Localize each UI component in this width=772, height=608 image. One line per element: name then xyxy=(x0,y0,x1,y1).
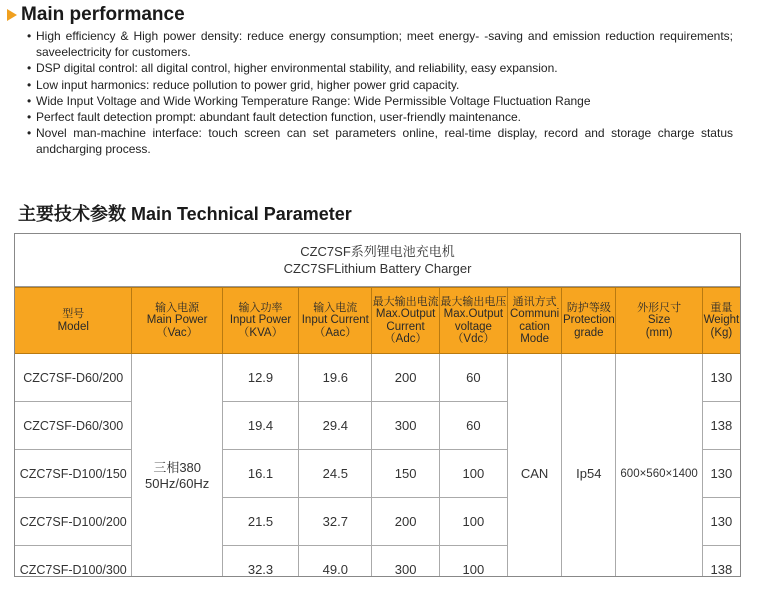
performance-bullet: • Novel man-machine interface: touch screen can set parameters online, real-time display, record and storage charge status andcharging process. xyxy=(28,125,733,157)
header-text: Model xyxy=(57,320,89,333)
header-main-power xyxy=(132,288,222,354)
parameter-grid xyxy=(14,287,741,577)
header-input-power xyxy=(222,288,298,354)
header-text: (mm) xyxy=(645,326,673,339)
cell-input-current: 29.4 xyxy=(299,402,372,450)
header-text: Current xyxy=(386,320,425,333)
performance-bullet: • DSP digital control: all digital control, higher environmental stability, and reliability, easy expansion. xyxy=(28,60,733,76)
header-weight xyxy=(702,288,740,354)
cell-input-power: 12.9 xyxy=(222,354,298,402)
cell-input-power: 32.3 xyxy=(222,546,298,578)
header-text: Mode xyxy=(520,333,549,345)
header-text: Input Power xyxy=(229,314,292,327)
cell-model: CZC7SF-D60/300 xyxy=(15,402,132,450)
header-text: voltage xyxy=(454,320,492,333)
cell-protection-grade: Ip54 xyxy=(562,354,616,578)
header-text: （Vdc） xyxy=(451,333,495,345)
cell-input-power: 16.1 xyxy=(222,450,298,498)
main-power-frequency: 50Hz/60Hz xyxy=(145,475,210,491)
main-power-phase: 三相380 xyxy=(153,459,202,475)
header-text: （Adc） xyxy=(384,333,427,345)
table-header-row xyxy=(15,288,741,354)
cell-weight: 138 xyxy=(702,546,740,578)
table-caption xyxy=(15,234,740,287)
header-model xyxy=(15,288,132,354)
cell-weight: 138 xyxy=(702,402,740,450)
header-text: 重量 xyxy=(710,301,733,314)
cell-output-current: 300 xyxy=(372,546,439,578)
performance-bullet: • High efficiency & High power density: reduce energy consumption; meet energy- -saving and emission reduction requirements; saveelectricity for customers. xyxy=(28,28,733,60)
header-protection-grade xyxy=(562,288,616,354)
header-communication-mode xyxy=(508,288,562,354)
cell-main-power xyxy=(132,354,222,578)
cell-output-current: 200 xyxy=(372,354,439,402)
performance-header xyxy=(7,4,185,26)
cell-size: 600×560×1400 xyxy=(616,354,702,578)
cell-model: CZC7SF-D100/200 xyxy=(15,498,132,546)
performance-bullet-list xyxy=(28,28,733,158)
triangle-bullet-icon xyxy=(7,9,17,21)
cell-model: CZC7SF-D60/200 xyxy=(15,354,132,402)
cell-input-current: 19.6 xyxy=(299,354,372,402)
cell-output-voltage: 100 xyxy=(439,546,507,578)
performance-title: Main performance xyxy=(21,4,185,25)
header-max-output-voltage xyxy=(439,288,507,354)
table-row xyxy=(15,354,741,402)
header-text: 外形尺寸 xyxy=(637,301,682,314)
performance-bullet: • Perfect fault detection prompt: abundant fault detection function, user-friendly maintenance. xyxy=(28,109,733,125)
header-text: 通讯方式 xyxy=(512,295,557,308)
header-text: Max.Output xyxy=(375,308,436,320)
header-text: 型号 xyxy=(62,308,85,320)
header-text: Input Current xyxy=(301,314,369,327)
header-text: Main Power xyxy=(146,314,208,327)
header-text: cation xyxy=(519,320,550,333)
header-text: Communi xyxy=(510,308,560,320)
parameter-table xyxy=(14,233,741,577)
cell-output-voltage: 60 xyxy=(439,354,507,402)
header-text: 输入电流 xyxy=(313,301,358,314)
cell-weight: 130 xyxy=(702,450,740,498)
cell-model: CZC7SF-D100/300 xyxy=(15,546,132,578)
cell-weight: 130 xyxy=(702,498,740,546)
header-text: 最大输出电流 xyxy=(372,295,439,308)
header-text: Weight xyxy=(703,314,740,327)
header-text: Protection xyxy=(562,314,615,327)
cell-output-voltage: 60 xyxy=(439,402,507,450)
header-text: (Kg) xyxy=(710,326,733,339)
performance-bullet: • Wide Input Voltage and Wide Working Temperature Range: Wide Permissible Voltage Fluctuation Range xyxy=(28,93,733,109)
cell-input-current: 24.5 xyxy=(299,450,372,498)
header-size xyxy=(616,288,702,354)
cell-output-current: 200 xyxy=(372,498,439,546)
cell-output-current: 300 xyxy=(372,402,439,450)
header-text: Max.Output xyxy=(443,308,504,320)
header-max-output-current xyxy=(372,288,439,354)
table-caption-en: CZC7SFLithium Battery Charger xyxy=(283,261,472,276)
header-text: （KVA） xyxy=(237,326,284,339)
header-text: 输入功率 xyxy=(238,301,283,314)
header-text: 防护等级 xyxy=(566,301,611,314)
header-input-current xyxy=(299,288,372,354)
header-text: 最大输出电压 xyxy=(440,295,507,308)
header-text: Size xyxy=(647,314,671,327)
cell-output-voltage: 100 xyxy=(439,450,507,498)
header-text: 输入电源 xyxy=(155,301,200,314)
cell-weight: 130 xyxy=(702,354,740,402)
performance-bullet: • Low input harmonics: reduce pollution to power grid, higher power grid capacity. xyxy=(28,77,733,93)
header-text: （Vac） xyxy=(156,326,199,339)
header-text: grade xyxy=(574,326,604,339)
header-text: （Aac） xyxy=(313,326,357,339)
cell-model: CZC7SF-D100/150 xyxy=(15,450,132,498)
cell-input-power: 21.5 xyxy=(222,498,298,546)
cell-input-current: 32.7 xyxy=(299,498,372,546)
cell-input-current: 49.0 xyxy=(299,546,372,578)
table-caption-cn: CZC7SF系列锂电池充电机 xyxy=(300,244,455,259)
cell-output-current: 150 xyxy=(372,450,439,498)
technical-section-title: 主要技术参数 Main Technical Parameter xyxy=(18,204,352,224)
cell-communication-mode: CAN xyxy=(508,354,562,578)
cell-output-voltage: 100 xyxy=(439,498,507,546)
cell-input-power: 19.4 xyxy=(222,402,298,450)
